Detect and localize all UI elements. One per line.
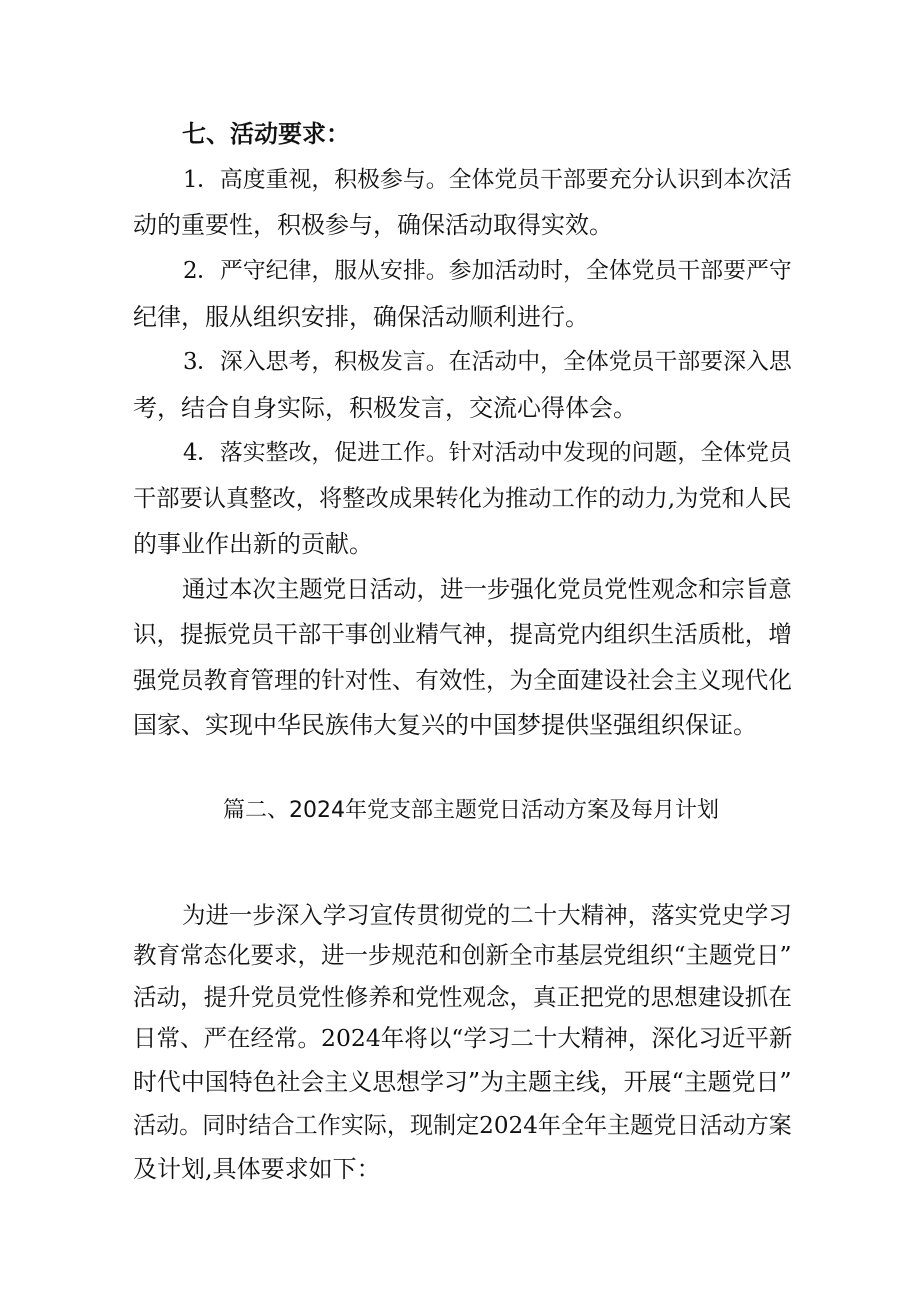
item-number: 3 <box>183 349 198 375</box>
intro-paragraph-line-6: 活动。同时结合工作实际，现制定2024年全年主题党日活动方案 <box>133 1113 792 1139</box>
list-item-1-line-2: 动的重要性，积极参与，确保活动取得实效。 <box>133 211 613 239</box>
intro-paragraph-line-5: 时代中国特色社会主义思想学习”为主题主线，开展“主题党日” <box>133 1068 792 1096</box>
closing-paragraph-line-4: 国家、实现中华民族伟大复兴的中国梦提供坚强组织保证。 <box>133 711 757 739</box>
list-item-3-line-2: 考，结合自身实际，积极发言，交流心得体会。 <box>133 394 637 422</box>
closing-paragraph-line-2: 识，提振党员干部干事创业精气神，提高党内组织生活质枇，增 <box>133 620 792 648</box>
part-title: 篇二、2024年党支部主题党日活动方案及每月计划 <box>223 798 719 823</box>
item-number: 2 <box>183 258 198 284</box>
list-item-4-line-1: 4 ．落实整改，促进工作。针对活动中发现的问题，全体党员 <box>0 430 920 476</box>
item-number: 4 <box>183 440 198 466</box>
list-item-4-line-2: 干部要认真整改，将整改成果转化为推动工作的动力,为党和人民 <box>133 485 792 512</box>
list-item-3-line-1: 3 ．深入思考，积极发言。在活动中，全体党员干部要深入思 <box>0 339 920 385</box>
list-item-2-line-2: 纪律，服从组织安排，确保活动顺利进行。 <box>133 303 589 331</box>
closing-paragraph-line-1: 通过本次主题党日活动，进一步强化党员党性观念和宗旨意 <box>182 575 792 603</box>
item-number: 1 <box>183 167 198 193</box>
section-heading: 七、活动要求： <box>182 119 350 148</box>
intro-paragraph-line-7: 及计划,具体要求如下： <box>133 1155 381 1183</box>
intro-paragraph-line-4: 日常、严在经常。2024年将以“学习二十大精神，深化习近平新 <box>133 1024 793 1052</box>
list-item-2-line-1: 2 ．严守纪律，服从安排。参加活动时，全体党员干部要严守 <box>0 248 920 294</box>
intro-paragraph-line-3: 活动，提升党员党性修养和党性观念，真正把党的思想建设抓在 <box>133 983 792 1011</box>
intro-paragraph-line-1: 为进一步深入学习宣传贯彻党的二十大精神，落实党史学习 <box>182 901 792 929</box>
intro-paragraph-line-2: 教育常态化要求，进一步规范和创新全市基层党组织“主题党日” <box>133 941 792 969</box>
list-item-1-line-1: 1 ．高度重视，积极参与。全体党员干部要充分认识到本次活 <box>0 157 920 203</box>
closing-paragraph-line-3: 强党员教育管理的针对性、有效性，为全面建设社会主义现代化 <box>133 666 792 694</box>
list-item-4-line-3: 的事业作出新的贡献。 <box>133 530 373 558</box>
